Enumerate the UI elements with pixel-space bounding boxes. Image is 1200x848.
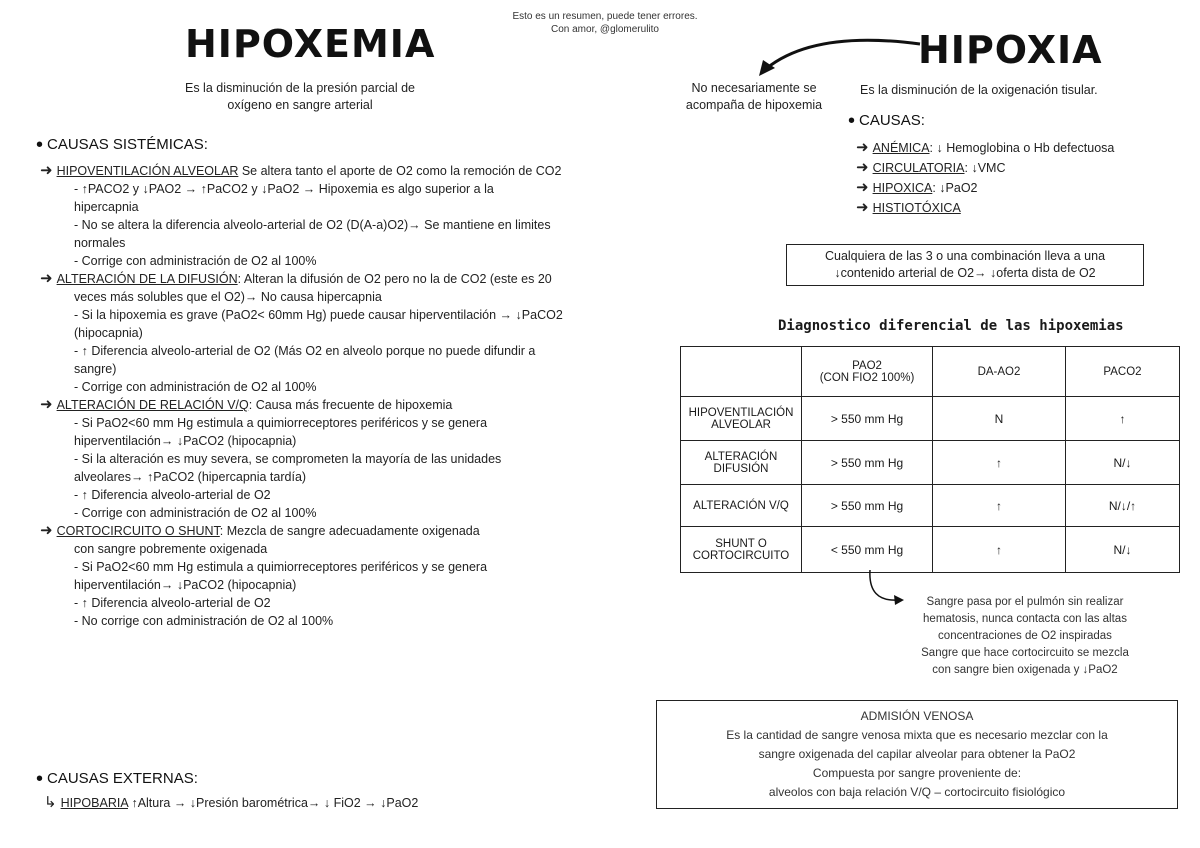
table-cell-da-ao2: N	[933, 397, 1066, 441]
external-causes-title: CAUSAS EXTERNAS:	[47, 770, 198, 787]
table-cell-da-ao2: ↑	[933, 485, 1066, 527]
table-row	[681, 485, 1180, 527]
admision-line-4: alveolos con baja relación V/Q – cortocircuito fisiológico	[768, 785, 1066, 799]
shunt-note-line-3: concentraciones de O2 inspiradas	[938, 630, 1112, 642]
admision-venosa-box	[656, 700, 1178, 809]
admision-line-2: sangre oxigenada del capilar alveolar para obtener la PaO2	[758, 747, 1076, 761]
credit-line-1: Esto es un resumen, puede tener errores.	[512, 11, 698, 22]
table-cell-condition: ALTERACIÓN V/Q	[681, 485, 802, 527]
cause-text: - Si PaO2<60 mm Hg estimula a quimiorreceptores periféricos y se genera	[74, 560, 488, 574]
cause-detail-line	[40, 468, 680, 486]
table-cell-pao2: > 550 mm Hg	[802, 441, 933, 485]
admision-line-1: Es la cantidad de sangre venosa mixta que es necesario mezclar con la	[726, 728, 1108, 742]
cause-text: - Si PaO2<60 mm Hg estimula a quimiorreceptores periféricos y se genera	[74, 416, 488, 430]
cause-detail-line	[40, 576, 680, 594]
arrow-right-icon: ➜	[40, 270, 53, 287]
hipoxia-cause-item	[856, 178, 1114, 198]
cause-text: Se altera tanto el aporte de O2 como la remoción de CO2	[238, 164, 562, 178]
hipoxia-combination-box	[786, 244, 1144, 286]
arrow-right-icon: ➜	[40, 396, 53, 413]
arrow-right-icon: ➜	[856, 159, 869, 176]
hipoxia-cause-label: HIPOXICA	[872, 181, 933, 195]
curved-arrow-icon	[755, 30, 925, 80]
hipoxia-cause-label: CIRCULATORIA	[872, 161, 965, 175]
cause-text: - Si la alteración es muy severa, se comprometen la mayoría de las unidades	[74, 452, 502, 466]
cause-detail-line	[40, 504, 680, 522]
hipoxia-cause-text: : ↓ Hemoglobina o Hb defectuosa	[929, 141, 1115, 155]
cause-text: - Corrige con administración de O2 al 100%	[74, 506, 317, 520]
cause-detail-line	[40, 342, 680, 360]
shunt-note-line-2: hematosis, nunca contacta con las altas	[923, 613, 1127, 625]
table-title: Diagnostico diferencial de las hipoxemias	[778, 318, 1124, 334]
systemic-causes-list	[40, 162, 680, 630]
cause-text: - ↑ Diferencia alveolo-arterial de O2 (Más O2 en alveolo porque no puede difundir a	[74, 344, 536, 358]
differential-table	[680, 346, 1180, 573]
table-cell-paco2: N/↓/↑	[1066, 485, 1180, 527]
cause-text: - No corrige con administración de O2 al 100%	[74, 614, 334, 628]
table-cell-pao2: > 550 mm Hg	[802, 397, 933, 441]
hipoxemia-definition	[130, 80, 470, 114]
table-header-da-ao2: DA-AO2	[933, 347, 1066, 397]
cause-text: hipercapnia	[74, 200, 139, 214]
hipoxia-aside-line-2: acompaña de hipoxemia	[685, 98, 823, 112]
credit-line-2: Con amor, @glomerulito	[551, 24, 659, 35]
arrow-right-icon: ➜	[856, 139, 869, 156]
cause-text: - ↑ Diferencia alveolo-arterial de O2	[74, 488, 271, 502]
shunt-note-line-1: Sangre pasa por el pulmón sin realizar	[926, 596, 1124, 608]
hipoxia-cause-text: : ↓VMC	[964, 161, 1006, 175]
table-cell-pao2: > 550 mm Hg	[802, 485, 933, 527]
arrow-right-icon: ➜	[40, 522, 53, 539]
table-header-paco2: PACO2	[1066, 347, 1180, 397]
cause-detail-line	[40, 594, 680, 612]
cause-text: - No se altera la diferencia alveolo-arterial de O2 (D(A-a)O2)→ Se mantiene en limites	[74, 218, 551, 232]
systemic-causes-title: CAUSAS SISTÉMICAS:	[47, 136, 208, 153]
table-header-empty	[681, 347, 802, 397]
cause-text: - ↑ Diferencia alveolo-arterial de O2	[74, 596, 271, 610]
hipoxia-causes-list	[856, 138, 1114, 218]
hipobaria-text: ↑Altura → ↓Presión barométrica→ ↓ FiO2 → ↓PaO2	[127, 796, 419, 810]
external-cause-hipobaria	[44, 794, 418, 812]
cause-detail-line	[40, 324, 680, 342]
table-cell-condition: SHUNT O CORTOCIRCUITO	[681, 527, 802, 573]
cause-detail-line	[40, 216, 680, 234]
cause-text: veces más solubles que el O2)→ No causa hipercapnia	[74, 290, 382, 304]
admision-title: ADMISIÓN VENOSA	[860, 709, 974, 723]
cause-text: hiperventilación→ ↓PaCO2 (hipocapnia)	[74, 578, 297, 592]
cause-detail-line	[40, 486, 680, 504]
hipoxia-box-line-2: ↓contenido arterial de O2→ ↓oferta dista de O2	[834, 266, 1096, 280]
cause-heading-line	[40, 522, 680, 540]
cause-text: - Corrige con administración de O2 al 100%	[74, 254, 317, 268]
cause-detail-line	[40, 414, 680, 432]
hipoxia-cause-label: HISTIOTÓXICA	[872, 201, 961, 215]
cause-detail-line	[40, 180, 680, 198]
bullet-icon: •	[36, 134, 44, 156]
cause-label: ALTERACIÓN DE LA DIFUSIÓN	[56, 272, 238, 286]
hipoxemia-title: HIPOXEMIA	[185, 22, 436, 66]
cause-text: - ↑PACO2 y ↓PAO2 → ↑PaCO2 y ↓PaO2 → Hipoxemia es algo superior a la	[74, 182, 494, 196]
hipoxia-definition: Es la disminución de la oxigenación tisular.	[860, 83, 1098, 97]
cause-detail-line	[40, 540, 680, 558]
cause-text: normales	[74, 236, 126, 250]
bullet-icon: •	[848, 110, 856, 132]
hipoxia-aside	[664, 80, 844, 114]
shunt-note-line-5: con sangre bien oxigenada y ↓PaO2	[932, 664, 1118, 676]
arrow-right-icon: ➜	[856, 199, 869, 216]
cause-text: hiperventilación→ ↓PaCO2 (hipocapnia)	[74, 434, 297, 448]
table-cell-paco2: ↑	[1066, 397, 1180, 441]
cause-text: - Si la hipoxemia es grave (PaO2< 60mm Hg) puede causar hiperventilación → ↓PaCO2	[74, 308, 563, 322]
table-cell-condition: HIPOVENTILACIÓN ALVEOLAR	[681, 397, 802, 441]
cause-detail-line	[40, 450, 680, 468]
cause-heading-line	[40, 270, 680, 288]
hipoxia-title: HIPOXIA	[918, 28, 1103, 72]
hipoxemia-definition-line-1: Es la disminución de la presión parcial de	[185, 81, 415, 95]
table-cell-da-ao2: ↑	[933, 527, 1066, 573]
hipoxia-causes-title: CAUSAS:	[859, 112, 925, 129]
arrow-right-icon: ↳	[44, 794, 57, 811]
external-causes-heading	[36, 768, 198, 791]
cause-heading-line	[40, 396, 680, 414]
cause-detail-line	[40, 252, 680, 270]
cause-heading-line	[40, 162, 680, 180]
cause-detail-line	[40, 612, 680, 630]
admision-line-3: Compuesta por sangre proveniente de:	[812, 766, 1022, 780]
hipoxia-cause-text: : ↓PaO2	[932, 181, 978, 195]
hipoxia-causes-heading	[848, 110, 925, 133]
cause-text: alveolares→ ↑PaCO2 (hipercapnia tardía)	[74, 470, 307, 484]
cause-detail-line	[40, 306, 680, 324]
cause-label: CORTOCIRCUITO O SHUNT	[56, 524, 220, 538]
credit-note	[470, 10, 740, 36]
cause-label: ALTERACIÓN DE RELACIÓN V/Q	[56, 398, 249, 412]
hipoxia-cause-item	[856, 138, 1114, 158]
hipobaria-label: HIPOBARIA	[60, 796, 128, 810]
table-cell-condition: ALTERACIÓN DIFUSIÓN	[681, 441, 802, 485]
cause-detail-line	[40, 288, 680, 306]
cause-detail-line	[40, 198, 680, 216]
table-header-pao2: PAO2 (CON FIO2 100%)	[802, 347, 933, 397]
cause-text: (hipocapnia)	[74, 326, 143, 340]
cause-label: HIPOVENTILACIÓN ALVEOLAR	[56, 164, 239, 178]
table-cell-pao2: < 550 mm Hg	[802, 527, 933, 573]
hipoxia-aside-line-1: No necesariamente se	[691, 81, 817, 95]
cause-detail-line	[40, 360, 680, 378]
table-row	[681, 527, 1180, 573]
cause-detail-line	[40, 378, 680, 396]
cause-text: sangre)	[74, 362, 117, 376]
hipoxia-cause-item	[856, 158, 1114, 178]
table-cell-paco2: N/↓	[1066, 527, 1180, 573]
cause-text: : Alteran la difusión de O2 pero no la de CO2 (este es 20	[237, 272, 552, 286]
table-cell-paco2: N/↓	[1066, 441, 1180, 485]
arrow-right-icon: ➜	[856, 179, 869, 196]
table-row	[681, 441, 1180, 485]
shunt-note	[880, 594, 1170, 679]
cause-detail-line	[40, 558, 680, 576]
cause-detail-line	[40, 432, 680, 450]
bullet-icon: •	[36, 768, 44, 790]
hipoxia-cause-label: ANÉMICA	[872, 141, 930, 155]
cause-text: : Mezcla de sangre adecuadamente oxigenada	[219, 524, 480, 538]
hipoxia-box-line-1: Cualquiera de las 3 o una combinación lleva a una	[824, 249, 1106, 263]
cause-text: - Corrige con administración de O2 al 100%	[74, 380, 317, 394]
cause-text: : Causa más frecuente de hipoxemia	[248, 398, 453, 412]
shunt-note-line-4: Sangre que hace cortocircuito se mezcla	[921, 647, 1129, 659]
hipoxia-cause-item	[856, 198, 1114, 218]
cause-detail-line	[40, 234, 680, 252]
table-row	[681, 397, 1180, 441]
cause-text: con sangre pobremente oxigenada	[74, 542, 268, 556]
systemic-causes-heading	[36, 134, 208, 157]
hipoxemia-definition-line-2: oxígeno en sangre arterial	[227, 98, 373, 112]
table-header-row	[681, 347, 1180, 397]
table-cell-da-ao2: ↑	[933, 441, 1066, 485]
arrow-right-icon: ➜	[40, 162, 53, 179]
